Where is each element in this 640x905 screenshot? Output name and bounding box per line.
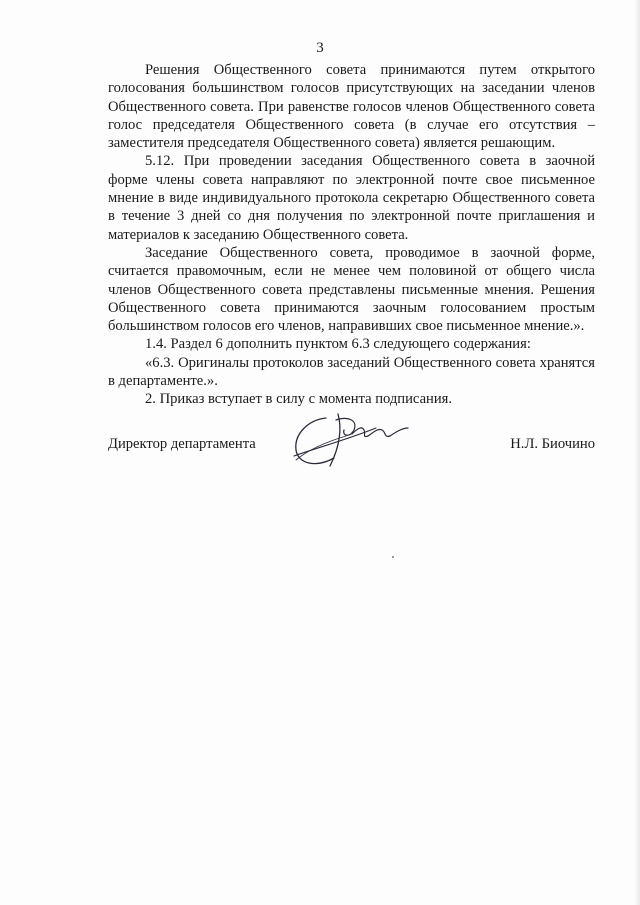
paragraph-order-effective: 2. Приказ вступает в силу с момента подписания. — [145, 391, 453, 408]
signatory-position: Директор департамента — [108, 436, 256, 452]
handwritten-signature — [286, 406, 416, 474]
paragraph-1-4: 1.4. Раздел 6 дополнить пунктом 6.3 следующего содержания: — [145, 336, 531, 353]
paragraph-6-3: «6.3. Оригиналы протоколов заседаний Общественного совета хранятся в департаменте.». — [108, 354, 595, 390]
scan-edge-shadow — [634, 0, 640, 905]
scan-speck — [392, 556, 394, 558]
paragraph-absentee-session: Заседание Общественного совета, проводимое в заочной форме, считается правомочным, если не менее чем половиной от общего числа членов Общественного совета представлены письменные мнения. Решения Общественного совета принимаются заочным голосованием простым большинством голосов его членов, направивших свое письменное мнение.». — [108, 244, 595, 335]
signature-block — [108, 436, 595, 476]
document-body — [108, 61, 595, 409]
paragraph-decision-voting: Решения Общественного совета принимаются путем открытого голосования большинством голосов присутствующих на заседании членов Общественного совета. При равенстве голосов членов Общественного совета голос председателя Общественного совета (в случае его отсутствия – заместителя председателя Общественного совета) является решающим. — [108, 62, 595, 152]
paragraph-5-12: 5.12. При проведении заседания Общественного совета в заочной форме члены совета направляют по электронной почте свое письменное мнение в виде индивидуального протокола секретарю Общественного совета в течение 3 дней со дня получения по электронной почте приглашения и материалов к заседанию Общественного совета. — [108, 153, 595, 243]
page-number: 3 — [316, 40, 324, 56]
signatory-name: Н.Л. Биочино — [510, 436, 595, 452]
